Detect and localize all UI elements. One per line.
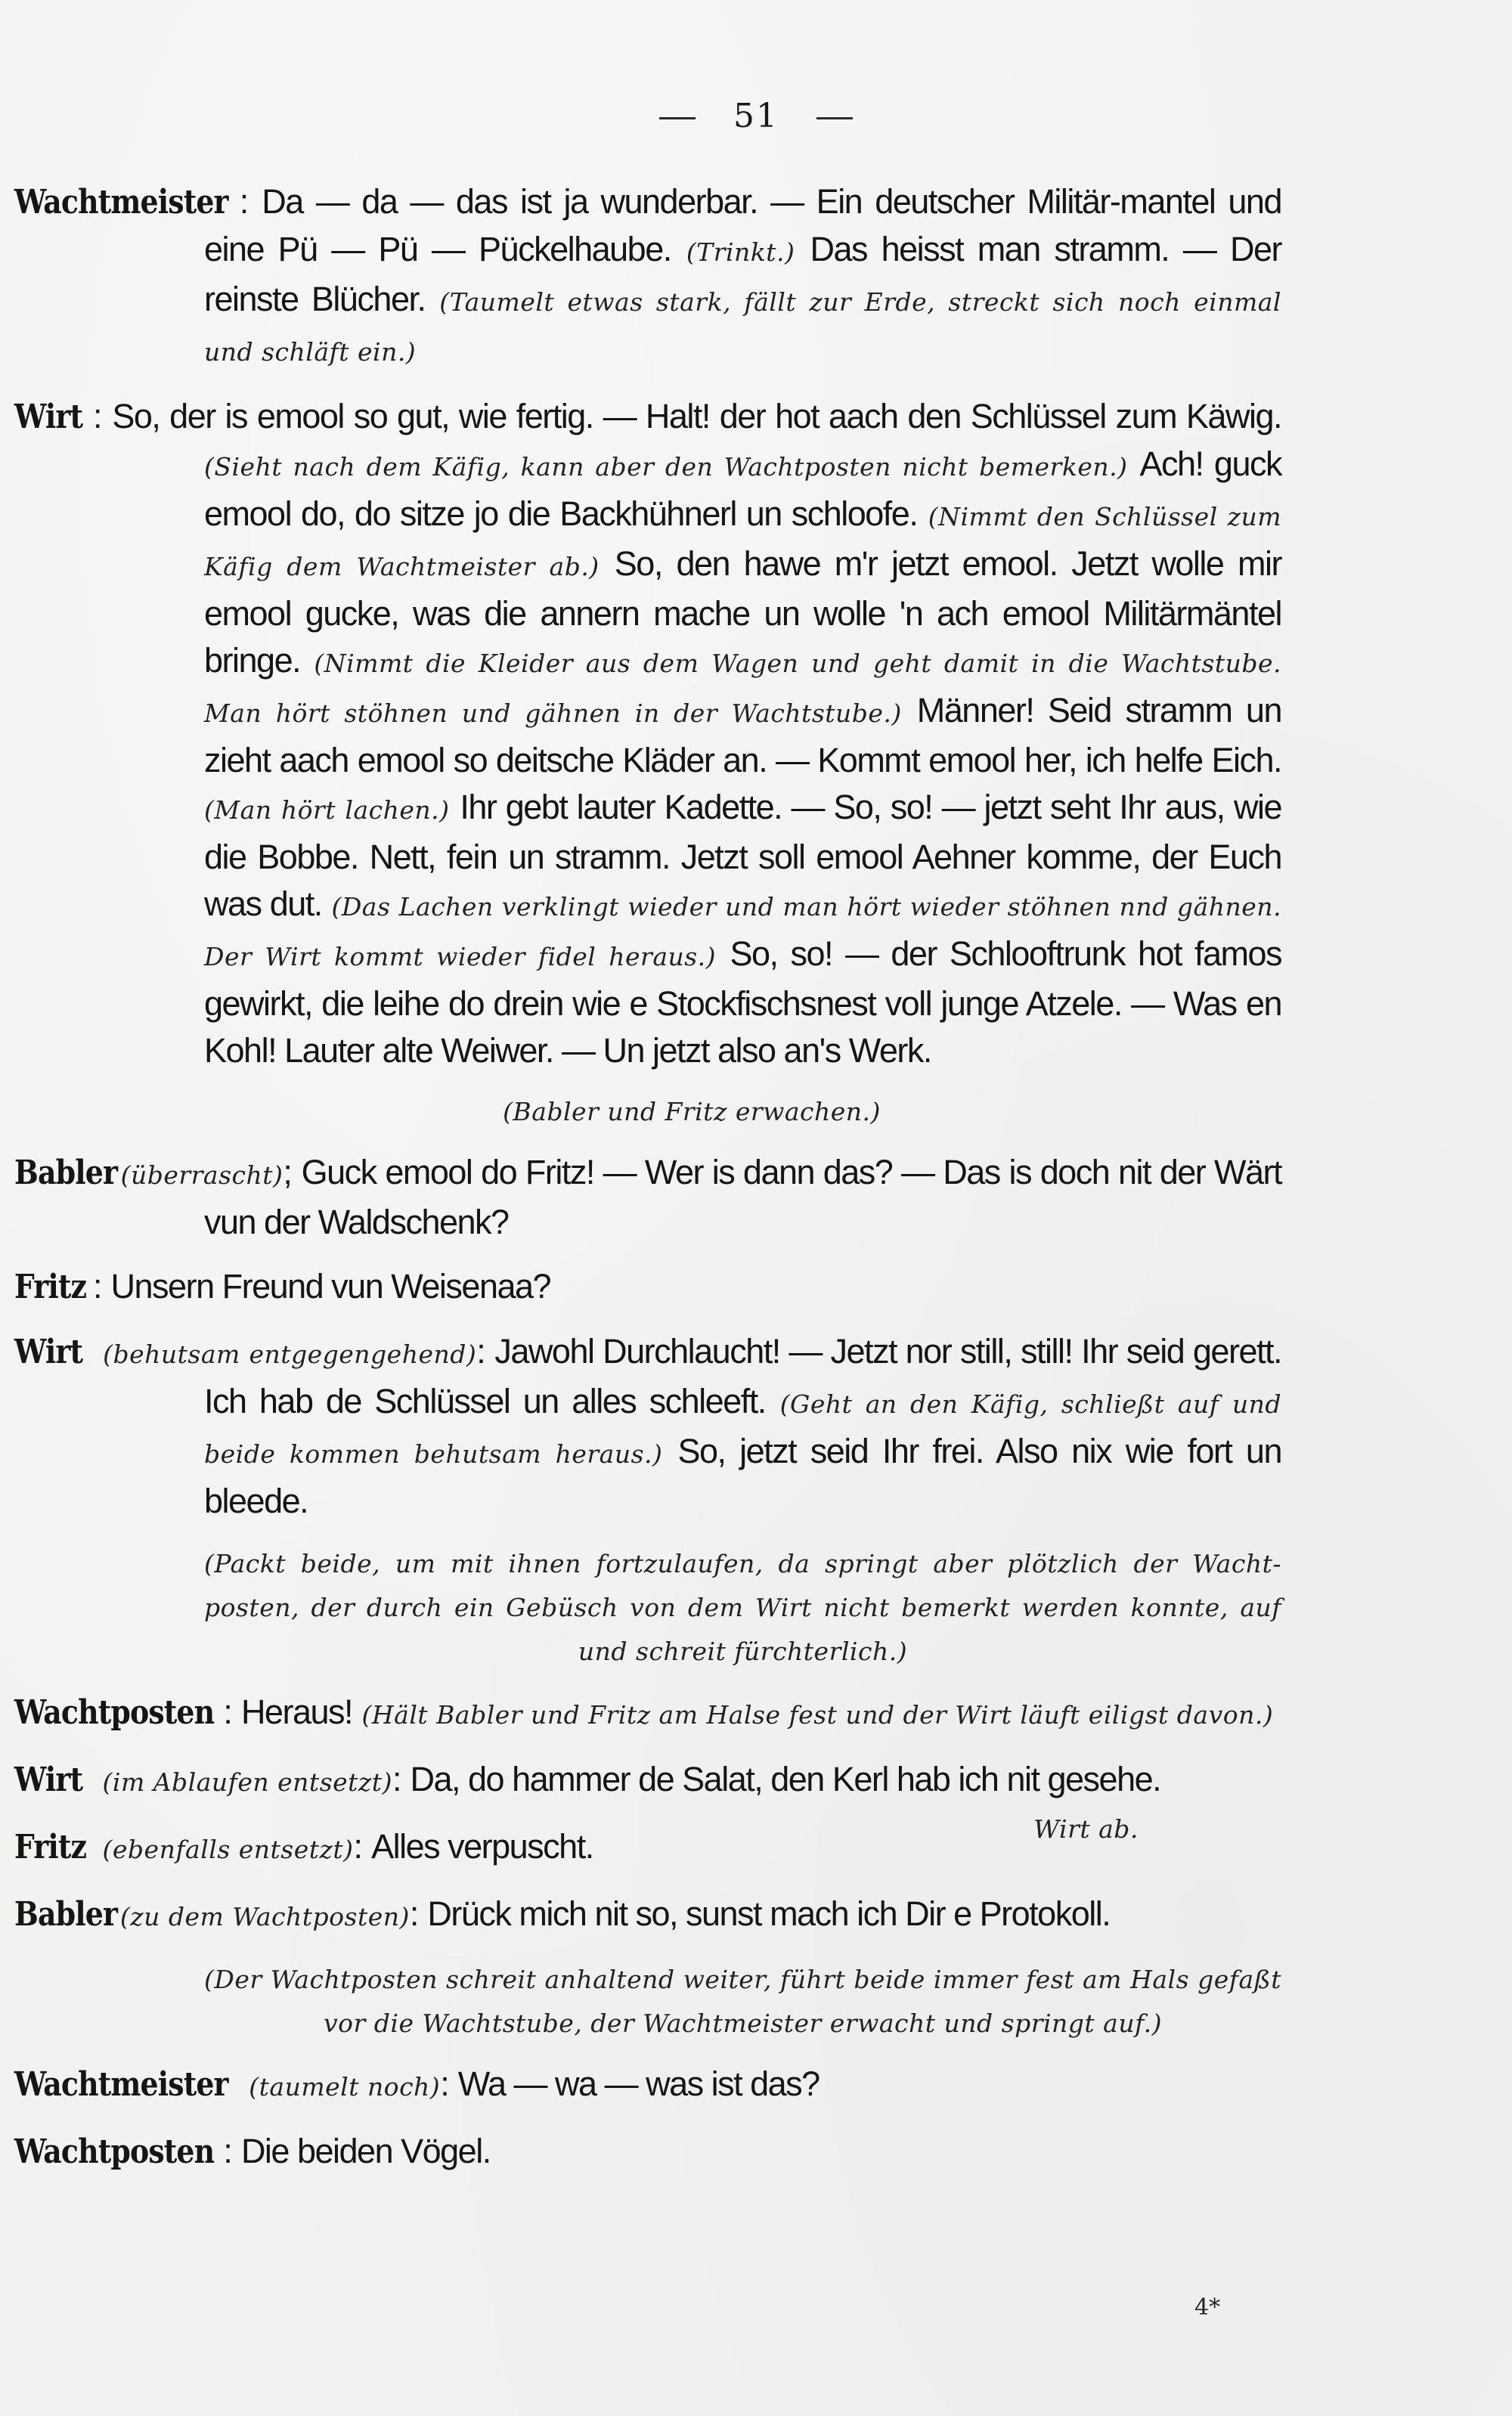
stage-direction: (Hält Babler und Fritz am Halse fest und der Wirt läuft eiligst davon.) bbox=[361, 1700, 1274, 1730]
speech-block bbox=[14, 1689, 1281, 1739]
speaker-direction: (taumelt noch) bbox=[249, 2072, 441, 2102]
speaker-separator: : bbox=[223, 1693, 232, 1731]
spoken-line: Männer! Seid stramm un zieht aach emool so deitsche Kläder an. — Kommt emool her, ich helfe Eich. bbox=[204, 691, 1281, 779]
speech-block: Wirt : So, der is emool so gut, wie fertig. — Halt! der hot aach den Schlüssel zum Käwig. (Sieht nach dem Käfig, kann aber den Wachtposten nicht bemerken.) Ach! guck emool do, do sitze jo die Backhühnerl un schloofe. (Nimmt den Schlüssel zum Käfig dem Wachtmeister ab.) So, den hawe m'r jetzt emool. Jetzt wolle mir emool gucke, was die annern mache un wolle 'n ach emool Militärmäntel bringe. (Nimmt die Kleider aus dem Wagen und geht damit in die Wachtstube. Man hört stöhnen und gähnen in der Wachtstube.) Männer! Seid stramm un zieht aach emool so deitsche Kläder an. — Kommt emool her, ich helfe Eich. (Man hört lachen.) Ihr gebt lauter Kadette. — So, so! — jetzt seht Ihr aus, wie die Bobbe. Nett, fein un stramm. Jetzt soll emool Aehner komme, der Euch was dut. (Das Lachen verklingt wieder und man hört wieder stöhnen nnd gähnen. Der Wirt kommt wieder fidel heraus.) So, so! — der Schlooftrunk hot famos gewirkt, die leihe do drein wie e Stockfischsnest voll junge Atzele. — Was en Kohl! Lauter alte Weiwer. — Un jetzt also an's Werk. bbox=[14, 397, 1281, 1070]
speaker-separator: : bbox=[93, 397, 102, 435]
centered-stage-direction: (Babler und Fritz erwachen.) bbox=[503, 1097, 881, 1126]
folio-dash-left bbox=[659, 117, 696, 119]
speech-block bbox=[14, 2061, 1281, 2111]
spoken-line: Da, do hammer de Salat, den Kerl hab ich nit gesehe. bbox=[410, 1760, 1161, 1798]
speaker-separator: : bbox=[239, 182, 248, 221]
stage-direction: (Geht an den Käfig, schließt auf und beide kommen behutsam heraus.) bbox=[204, 1389, 1281, 1469]
spoken-line: Ach! guck emool do, do sitze jo die Backhühnerl un schloofe. bbox=[204, 444, 1281, 533]
stage-direction: (Trinkt.) bbox=[686, 237, 795, 267]
spoken-line: So, der is emool so gut, wie fertig. — Halt! der hot aach den Schlüssel zum Käwig. bbox=[112, 397, 1281, 435]
spoken-line: Unsern Freund vun Weisenaa? bbox=[110, 1267, 551, 1306]
speaker-name: Wachtmeister bbox=[14, 2065, 228, 2104]
page-number bbox=[0, 97, 1512, 135]
speech-block bbox=[14, 1149, 1281, 1246]
spoken-line: Das heisst man stramm. — Der reinste Blücher. bbox=[204, 230, 1281, 318]
stage-direction: (Taumelt etwas stark, fällt zur Erde, streckt sich noch einmal und schläft ein.) bbox=[204, 287, 1281, 367]
speaker-separator: : bbox=[93, 1267, 102, 1306]
spoken-line: Jawohl Durchlaucht! — Jetzt nor still, still! Ihr seid gerett. Ich hab de Schlüssel un alles schleeft. bbox=[204, 1332, 1281, 1420]
stage-direction: (Nimmt den Schlüssel zum Käfig dem Wachtmeister ab.) bbox=[204, 502, 1281, 581]
speech-block bbox=[14, 178, 1281, 376]
spoken-line: Wa — wa — was ist das? bbox=[457, 2064, 820, 2103]
speaker-separator: : bbox=[476, 1332, 485, 1371]
speech-block bbox=[14, 1891, 1281, 1941]
speaker-direction: (im Ablaufen entsetzt) bbox=[102, 1767, 392, 1797]
spoken-line: So, so! — der Schlooftrunk hot famos gewirkt, die leihe do drein wie e Stockfischsnest voll junge Atzele. — Was en Kohl! Lauter alte Weiwer. — Un jetzt also an's Werk. bbox=[204, 934, 1281, 1070]
speech-block: Fritz (ebenfalls entsetzt): Alles verpuscht. bbox=[14, 1827, 593, 1866]
speaker-separator: ; bbox=[283, 1153, 292, 1191]
spoken-line: Die beiden Vögel. bbox=[240, 2132, 491, 2170]
speaker-separator: : bbox=[392, 1760, 401, 1798]
block-stage-direction: (Packt beide, um mit ihnen fortzulaufen, da springt aber plötzlich der Wacht-posten, der durch ein Gebüsch von dem Wirt nicht bemerkt werden konnte, auf und schreit fürchterlich.) bbox=[204, 1549, 1281, 1666]
block-stage-direction: (Der Wachtposten schreit anhaltend weiter, führt beide immer fest am Hals gefaßt vor die Wachtstube, der Wachtmeister erwacht und springt auf.) bbox=[204, 1965, 1281, 2038]
stage-direction: (Sieht nach dem Käfig, kann aber den Wachtposten nicht bemerken.) bbox=[204, 452, 1128, 482]
speech-block: Fritz : Unsern Freund vun Weisenaa? bbox=[14, 1267, 551, 1306]
speaker-direction: (behutsam entgegengehend) bbox=[103, 1340, 477, 1369]
speaker-separator: : bbox=[440, 2064, 449, 2103]
spoken-line: Alles verpuscht. bbox=[371, 1827, 593, 1866]
speaker-name: Wachtmeister bbox=[14, 183, 228, 221]
stage-direction: (Das Lachen verklingt wieder und man hört wieder stöhnen nnd gähnen. Der Wirt kommt wieder fidel heraus.) bbox=[204, 892, 1281, 971]
speaker-direction: (ebenfalls entsetzt) bbox=[102, 1835, 354, 1864]
speech-block bbox=[14, 2128, 1281, 2176]
spoken-line: Da — da — das ist ja wunderbar. — Ein deutscher Militär-mantel und eine Pü — Pü — Pückelhaube. bbox=[204, 182, 1281, 268]
spoken-line: So, den hawe m'r jetzt emool. Jetzt wolle mir emool gucke, was die annern mache un wolle 'n ach emool Militärmäntel bringe. bbox=[204, 544, 1281, 680]
play-text bbox=[14, 178, 1281, 2193]
speech-block: Wirt (behutsam entgegengehend): Jawohl Durchlaucht! — Jetzt nor still, still! Ihr seid gerett. Ich hab de Schlüssel un alles schleeft. (Geht an den Käfig, schließt auf und beide kommen behutsam heraus.) So, jetzt seid Ihr frei. Also nix wie fort un bleede. bbox=[14, 1332, 1281, 1520]
folio-dash-right bbox=[816, 117, 853, 119]
spoken-line: Heraus! bbox=[240, 1693, 353, 1731]
speech-block: Wirt (im Ablaufen entsetzt): Da, do hammer de Salat, den Kerl hab ich nit gesehe. Wirt ab. bbox=[102, 1756, 1281, 1806]
folio-number: 51 bbox=[733, 97, 779, 135]
spoken-line: So, jetzt seid Ihr frei. Also nix wie fort un bleede. bbox=[204, 1432, 1281, 1520]
spoken-line: Guck emool do Fritz! — Wer is dann das? — Das is doch nit der Wärt vun der Waldschenk? bbox=[204, 1153, 1281, 1241]
stage-direction: (Man hört lachen.) bbox=[204, 795, 450, 825]
exit-direction: Wirt ab. bbox=[1033, 1814, 1139, 1844]
spoken-line: Drück mich nit so, sunst mach ich Dir e Protokoll. bbox=[427, 1894, 1111, 1933]
stage-direction: (Nimmt die Kleider aus dem Wagen und geht damit in die Wachtstube. Man hört stöhnen und gähnen in der Wachtstube.) bbox=[204, 649, 1281, 728]
speaker-separator: : bbox=[223, 2132, 232, 2170]
speaker-direction: (überrascht) bbox=[120, 1160, 284, 1190]
signature-mark: 4* bbox=[1194, 2294, 1221, 2321]
speaker-separator: : bbox=[409, 1894, 418, 1933]
speaker-name: Babler bbox=[14, 1895, 118, 1934]
spoken-line: Ihr gebt lauter Kadette. — So, so! — jetzt seht Ihr aus, wie die Bobbe. Nett, fein un stramm. Jetzt soll emool Aehner komme, der Euch was dut. bbox=[204, 788, 1281, 923]
speaker-name: Wachtposten bbox=[14, 2133, 215, 2171]
speaker-name: Babler bbox=[14, 1154, 118, 1192]
speaker-separator: : bbox=[353, 1827, 362, 1866]
speaker-name: Wachtposten bbox=[14, 1693, 215, 1732]
speaker-direction: (zu dem Wachtposten) bbox=[119, 1902, 410, 1931]
